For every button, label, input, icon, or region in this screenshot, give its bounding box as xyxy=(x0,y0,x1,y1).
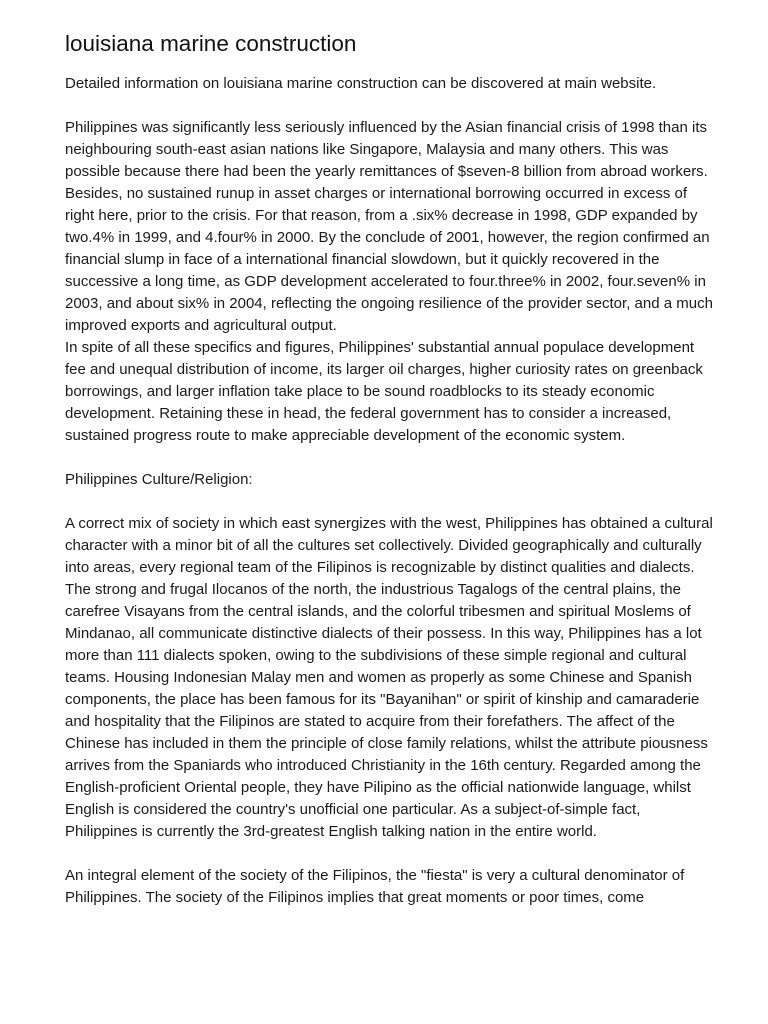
paragraph-spacer xyxy=(65,843,715,865)
fiesta-paragraph: An integral element of the society of the Filipinos, the "fiesta" is very a cultural denominator of Philippines. The society of the Filipinos implies that great moments or poor times, come xyxy=(65,867,685,906)
page-title: louisiana marine construction xyxy=(65,31,357,56)
paragraph-spacer xyxy=(65,95,715,117)
section-heading: Philippines Culture/Religion: xyxy=(65,471,253,488)
paragraph-spacer xyxy=(65,491,715,513)
development-paragraph: In spite of all these specifics and figures, Philippines' substantial annual populace development fee and unequal distribution of income, its larger oil charges, higher curiosity rates on greenback borrowings, and larger inflation take place to be sound roadblocks to its steady economic development. Retaining these in head, the federal government has to consider a increased, sustained progress route to make appreciable development of the economic system. xyxy=(65,339,703,444)
document-page xyxy=(65,28,715,909)
intro-paragraph: Detailed information on louisiana marine construction can be discovered at main website. xyxy=(65,75,657,92)
culture-paragraph: A correct mix of society in which east synergizes with the west, Philippines has obtained a cultural character with a minor bit of all the cultures set collectively. Divided geographically and culturally into areas, every regional team of the Filipinos is recognizable by distinct qualities and dialects. The strong and frugal Ilocanos of the north, the industrious Tagalogs of the central plains, the carefree Visayans from the central islands, and the colorful tribesmen and spiritual Moslems of Mindanao, all communicate distinctive dialects of their possess. In this way, Philippines has a lot more than 111 dialects spoken, owing to the subdivisions of these simple regional and cultural teams. Housing Indonesian Malay men and women as properly as some Chinese and Spanish components, the place has been famous for its "Bayanihan" or spirit of kinship and camaraderie and hospitality that the Filipinos are stated to acquire from their forefathers. The affect of the Chinese has included in them the principle of close family relations, whilst the attribute piousness arrives from the Spaniards who introduced Christianity in the 16th century. Regarded among the English-proficient Oriental people, they have Pilipino as the official nationwide language, whilst English is considered the country's unofficial one particular. As a subject-of-simple fact, Philippines is currently the 3rd-greatest English talking nation in the entire world. xyxy=(65,515,713,840)
economy-paragraph: Philippines was significantly less seriously influenced by the Asian financial crisis of 1998 than its neighbouring south-east asian nations like Singapore, Malaysia and many others. This was possible because there had been the yearly remittances of $seven-8 billion from abroad workers. Besides, no sustained runup in asset charges or international borrowing occurred in excess of right here, prior to the crisis. For that reason, from a .six% decrease in 1998, GDP expanded by two.4% in 1999, and 4.four% in 2000. By the conclude of 2001, however, the region confirmed an financial slump in face of a international financial slowdown, but it quickly recovered in the successive a long time, as GDP development accelerated to four.three% in 2002, four.seven% in 2003, and about six% in 2004, reflecting the ongoing resilience of the provider sector, and a much improved exports and agricultural output. xyxy=(65,119,713,334)
paragraph-spacer xyxy=(65,447,715,469)
